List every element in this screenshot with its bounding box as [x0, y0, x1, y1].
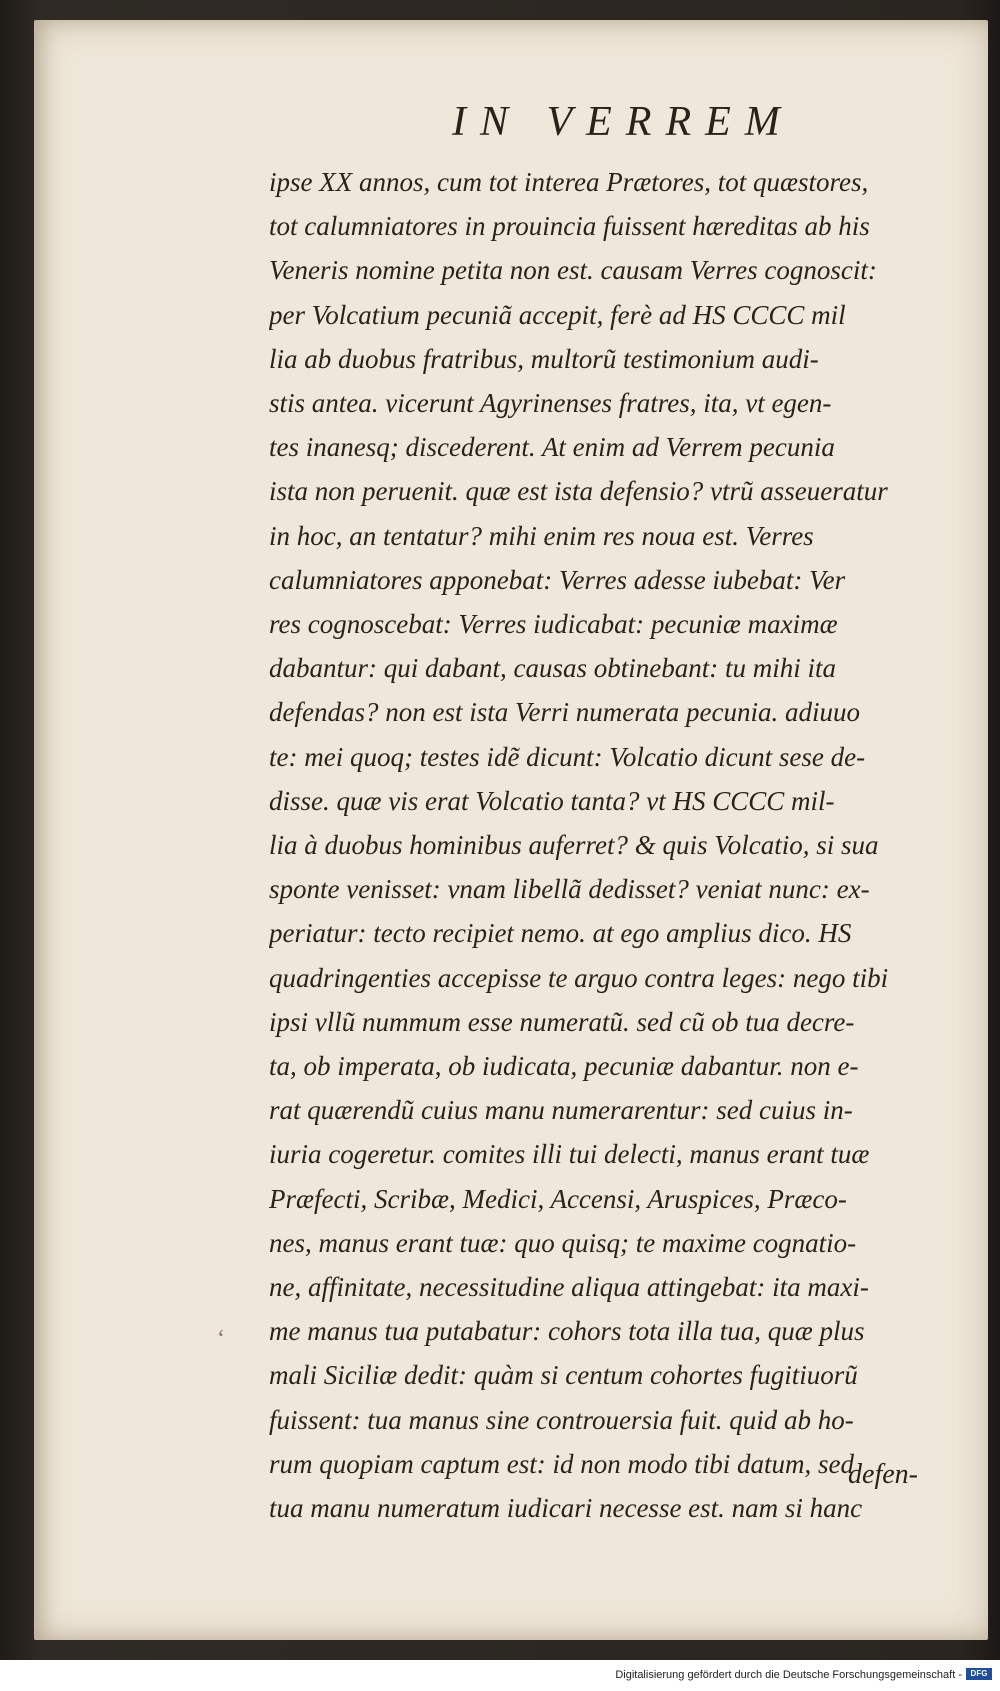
text-line: in hoc, an tentatur? mihi enim res noua est. Verres [269, 520, 814, 551]
body-text [269, 160, 1000, 1530]
text-line: stis antea. vicerunt Agyrinenses fratres, ita, vt egen- [269, 388, 832, 419]
running-head: IN VERREM [452, 99, 794, 145]
book-page [34, 20, 988, 1640]
text-line: lia ab duobus fratribus, multorũ testimonium audi- [269, 343, 819, 374]
text-line: res cognoscebat: Verres iudicabat: pecuniæ maximæ [269, 609, 838, 640]
text-line: tot calumniatores in prouincia fuissent hæreditas ab his [269, 211, 870, 242]
text-line: calumniatores apponebat: Verres adesse iubebat: Ver [269, 564, 846, 595]
text-line: defendas? non est ista Verri numerata pecunia. adiuuo [269, 697, 860, 728]
text-line: periatur: tecto recipiet nemo. at ego amplius dico. HS [269, 918, 852, 949]
text-line: ista non peruenit. quæ est ista defensio? vtrũ asseueratur [269, 476, 888, 507]
text-line: mali Siciliæ dedit: quàm si centum cohortes fugitiuorũ [269, 1360, 858, 1391]
text-line: ne, affinitate, necessitudine aliqua attingebat: ita maxi- [269, 1272, 869, 1303]
text-line: iuria cogeretur. comites illi tui delecti, manus erant tuæ [269, 1139, 870, 1170]
text-line: me manus tua putabatur: cohors tota illa tua, quæ plus [269, 1316, 865, 1347]
dfg-logo-icon: DFG [966, 1668, 992, 1680]
text-line: ipsi vllũ nummum esse numeratũ. sed cũ ob tua decre- [269, 1006, 855, 1037]
digitization-footer [0, 1660, 1000, 1691]
text-line: lia à duobus hominibus auferret? & quis Volcatio, si sua [269, 830, 879, 861]
text-line: quadringenties accepisse te arguo contra leges: nego tibi [269, 962, 889, 993]
text-line: rum quopiam captum est: id non modo tibi datum, sed [269, 1448, 854, 1479]
text-line: Veneris nomine petita non est. causam Verres cognoscit: [269, 255, 877, 286]
text-line: dabantur: qui dabant, causas obtinebant: tu mihi ita [269, 653, 836, 684]
text-line: per Volcatium pecuniã accepit, ferè ad HS CCCC mil [269, 299, 846, 330]
text-line: fuissent: tua manus sine controuersia fuit. quid ab ho- [269, 1404, 854, 1435]
text-line: nes, manus erant tuæ: quo quisq; te maxime cognatio- [269, 1227, 857, 1258]
footer-credit: Digitalisierung gefördert durch die Deutsche Forschungsgemeinschaft - [615, 1669, 962, 1681]
margin-mark: ʻ [217, 1326, 225, 1352]
text-line: sponte venisset: vnam libellã dedisset? veniat nunc: ex- [269, 874, 870, 905]
text-line: Præfecti, Scribæ, Medici, Accensi, Aruspices, Præco- [269, 1183, 847, 1214]
text-line: ipse XX annos, cum tot interea Prætores, tot quæstores, [269, 167, 869, 197]
text-line: tua manu numeratum iudicari necesse est. nam si hanc [269, 1493, 863, 1524]
text-line: tes inanesq; discederent. At enim ad Verrem pecunia [269, 432, 835, 463]
text-line: te: mei quoq; testes idẽ dicunt: Volcatio dicunt sese de- [269, 741, 866, 772]
catchword: defen- [848, 1459, 918, 1490]
text-line: disse. quæ vis erat Volcatio tanta? vt HS CCCC mil- [269, 785, 835, 816]
text-line: rat quærendũ cuius manu numerarentur: sed cuius in- [269, 1095, 853, 1126]
text-line: ta, ob imperata, ob iudicata, pecuniæ dabantur. non e- [269, 1051, 859, 1082]
